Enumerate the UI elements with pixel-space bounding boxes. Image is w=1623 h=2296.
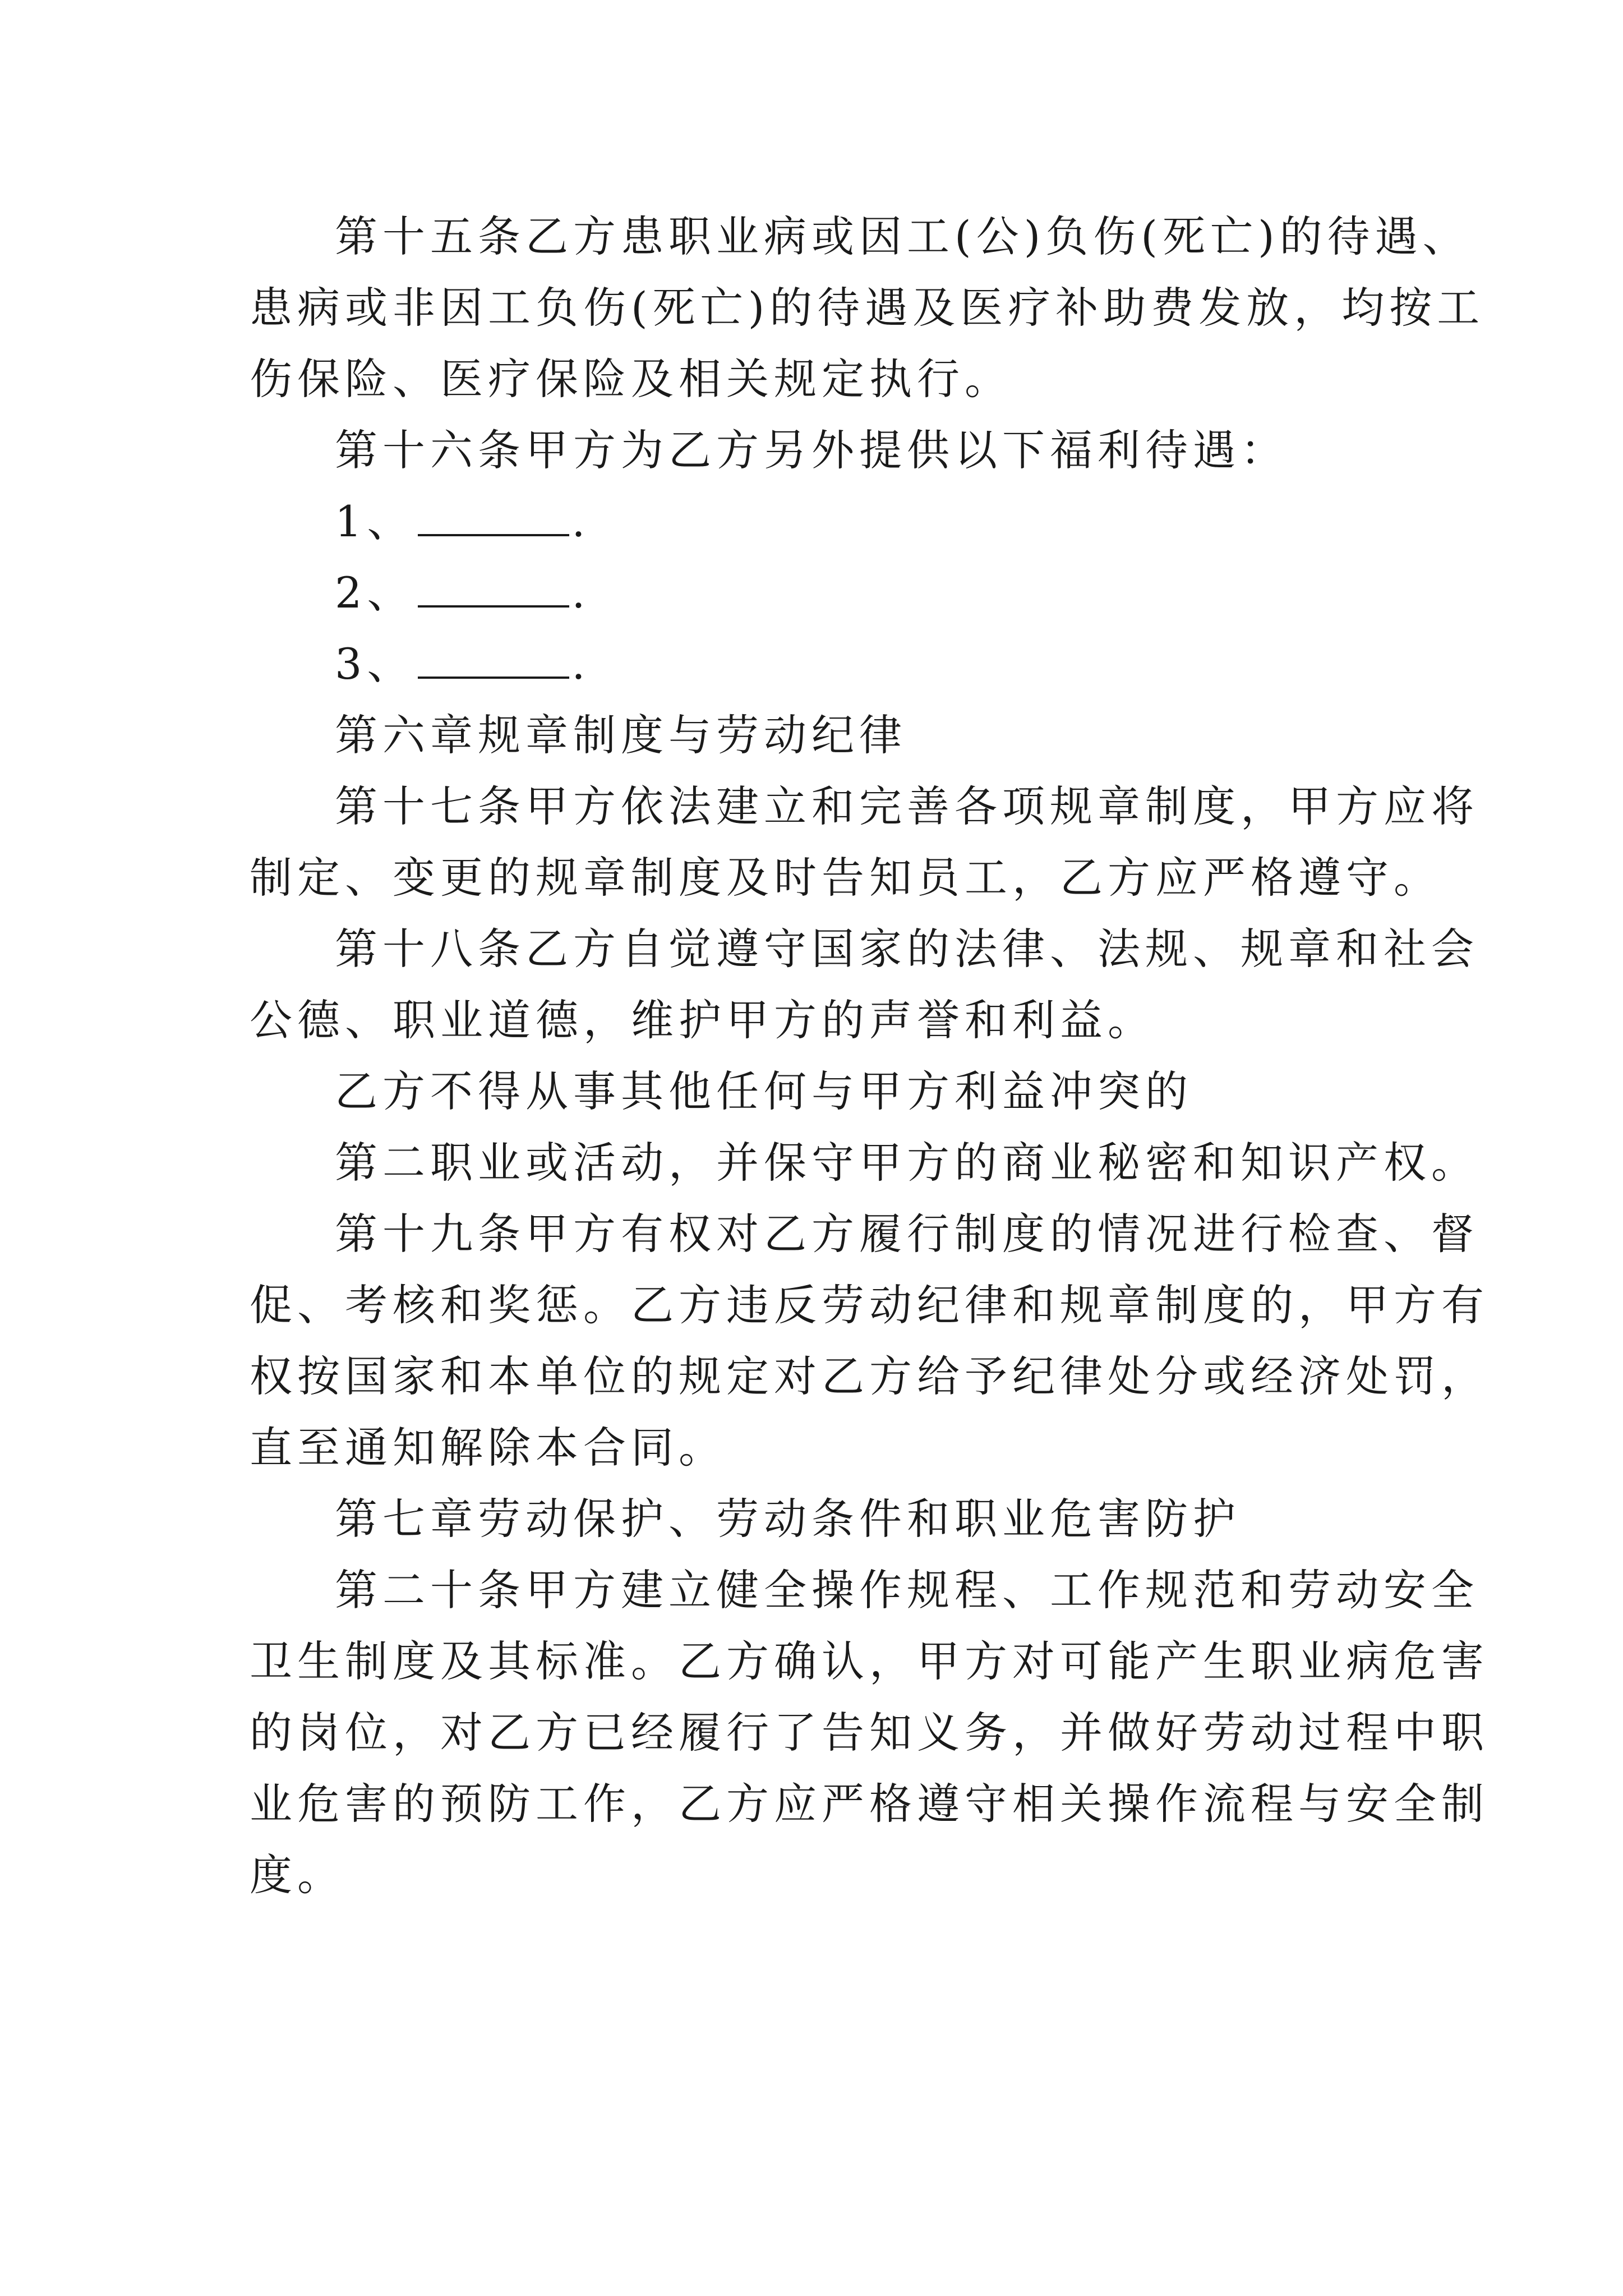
- chapter-6-heading: 第六章规章制度与劳动纪律: [335, 710, 907, 760]
- article-20-line-2: 卫生制度及其标准。乙方确认，甲方对可能产生职业病危害: [250, 1636, 1489, 1686]
- chapter-7-heading: 第七章劳动保护、劳动条件和职业危害防护: [335, 1494, 1241, 1544]
- article-20-line-5: 度。: [250, 1850, 345, 1900]
- article-18-line-1: 第十八条乙方自觉遵守国家的法律、法规、规章和社会: [335, 924, 1479, 974]
- article-18-line-4: 第二职业或活动，并保守甲方的商业秘密和知识产权。: [335, 1138, 1479, 1188]
- benefit-end-1: .: [571, 496, 591, 546]
- article-20-line-1: 第二十条甲方建立健全操作规程、工作规范和劳动安全: [335, 1565, 1479, 1615]
- document-body: [250, 201, 1489, 1911]
- benefit-item-3: [250, 628, 1416, 700]
- benefit-end-3: .: [571, 639, 591, 689]
- benefit-blank-1: [418, 498, 569, 536]
- article-19-line-4: 直至通知解除本合同。: [250, 1423, 726, 1473]
- benefit-item-1: [250, 486, 1416, 557]
- article-16-line-1: 第十六条甲方为乙方另外提供以下福利待遇：: [335, 425, 1288, 475]
- article-18-line-2: 公德、职业道德，维护甲方的声誉和利益。: [250, 995, 1155, 1045]
- article-17-line-2: 制定、变更的规章制度及时告知员工，乙方应严格遵守。: [250, 853, 1441, 903]
- article-15-line-2: 患病或非因工负伤(死亡)的待遇及医疗补助费发放，均按工: [250, 283, 1485, 333]
- article-18-line-3: 乙方不得从事其他任何与甲方利益冲突的: [335, 1066, 1193, 1116]
- benefit-number-3: 3、: [335, 639, 415, 689]
- article-19-line-2: 促、考核和奖惩。乙方违反劳动纪律和规章制度的，甲方有: [250, 1280, 1489, 1330]
- benefit-end-2: .: [571, 568, 591, 618]
- benefit-item-2: [250, 557, 1416, 628]
- article-19-line-3: 权按国家和本单位的规定对乙方给予纪律处分或经济处罚，: [250, 1351, 1489, 1401]
- benefit-blank-3: [418, 641, 569, 679]
- benefit-blank-2: [418, 569, 569, 608]
- benefit-number-2: 2、: [335, 568, 415, 618]
- article-15-line-3: 伤保险、医疗保险及相关规定执行。: [250, 354, 1012, 404]
- article-20-line-4: 业危害的预防工作，乙方应严格遵守相关操作流程与安全制: [250, 1779, 1489, 1829]
- article-20-line-3: 的岗位，对乙方已经履行了告知义务，并做好劳动过程中职: [250, 1708, 1489, 1757]
- article-17-line-1: 第十七条甲方依法建立和完善各项规章制度，甲方应将: [335, 781, 1479, 831]
- article-19-line-1: 第十九条甲方有权对乙方履行制度的情况进行检查、督: [335, 1209, 1479, 1259]
- article-15-line-1: 第十五条乙方患职业病或因工(公)负伤(死亡)的待遇、: [335, 211, 1470, 261]
- benefit-number-1: 1、: [335, 496, 415, 546]
